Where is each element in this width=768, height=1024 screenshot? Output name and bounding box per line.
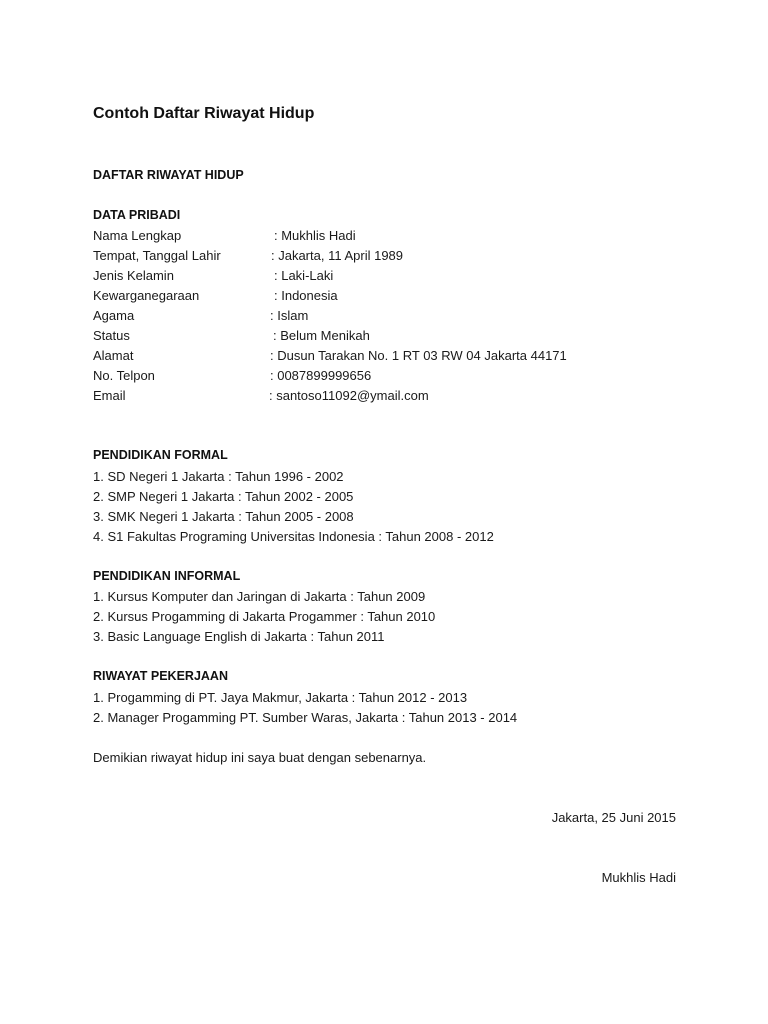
section-heading-data-pribadi: DATA PRIBADI: [93, 208, 181, 222]
list-item: 3. SMK Negeri 1 Jakarta : Tahun 2005 - 2008: [93, 509, 354, 524]
section-heading-riwayat-pekerjaan: RIWAYAT PEKERJAAN: [93, 669, 228, 683]
field-value-nama: : Mukhlis Hadi: [274, 228, 356, 243]
field-label-jenis-kelamin: Jenis Kelamin: [93, 268, 174, 283]
list-item: 4. S1 Fakultas Programing Universitas Indonesia : Tahun 2008 - 2012: [93, 529, 494, 544]
list-item: 1. Progamming di PT. Jaya Makmur, Jakarta : Tahun 2012 - 2013: [93, 690, 468, 705]
field-value-alamat: : Dusun Tarakan No. 1 RT 03 RW 04 Jakarta 44171: [270, 348, 567, 363]
main-heading: DAFTAR RIWAYAT HIDUP: [93, 168, 244, 182]
field-label-agama: Agama: [93, 308, 135, 323]
field-label-ttl: Tempat, Tanggal Lahir: [93, 248, 221, 263]
section-heading-pendidikan-formal: PENDIDIKAN FORMAL: [93, 448, 228, 462]
field-value-status: : Belum Menikah: [273, 328, 370, 343]
list-item: 1. SD Negeri 1 Jakarta : Tahun 1996 - 2002: [93, 469, 344, 484]
document-title: Contoh Daftar Riwayat Hidup: [93, 105, 315, 122]
field-value-email: : santoso11092@ymail.com: [269, 388, 429, 403]
field-label-alamat: Alamat: [93, 348, 134, 363]
list-item: 2. Manager Progamming PT. Sumber Waras, Jakarta : Tahun 2013 - 2014: [93, 710, 518, 725]
field-label-telpon: No. Telpon: [93, 368, 155, 383]
section-heading-pendidikan-informal: PENDIDIKAN INFORMAL: [93, 569, 241, 583]
closing-statement: Demikian riwayat hidup ini saya buat dengan sebenarnya.: [93, 750, 427, 765]
field-label-email: Email: [93, 388, 126, 403]
field-value-kewarganegaraan: : Indonesia: [274, 288, 338, 303]
field-value-telpon: : 0087899999656: [270, 368, 372, 383]
field-label-status: Status: [93, 328, 130, 343]
list-item: 2. Kursus Progamming di Jakarta Progammer : Tahun 2010: [93, 609, 436, 624]
place-date: Jakarta, 25 Juni 2015: [551, 810, 676, 825]
field-value-ttl: : Jakarta, 11 April 1989: [271, 248, 404, 263]
field-value-agama: : Islam: [270, 308, 309, 323]
field-label-nama: Nama Lengkap: [93, 228, 182, 243]
list-item: 2. SMP Negeri 1 Jakarta : Tahun 2002 - 2005: [93, 489, 354, 504]
list-item: 3. Basic Language English di Jakarta : Tahun 2011: [93, 629, 385, 644]
field-label-kewarganegaraan: Kewarganegaraan: [93, 288, 200, 303]
list-item: 1. Kursus Komputer dan Jaringan di Jakarta : Tahun 2009: [93, 589, 426, 604]
signature-name: Mukhlis Hadi: [601, 870, 676, 885]
field-value-jenis-kelamin: : Laki-Laki: [274, 268, 334, 283]
